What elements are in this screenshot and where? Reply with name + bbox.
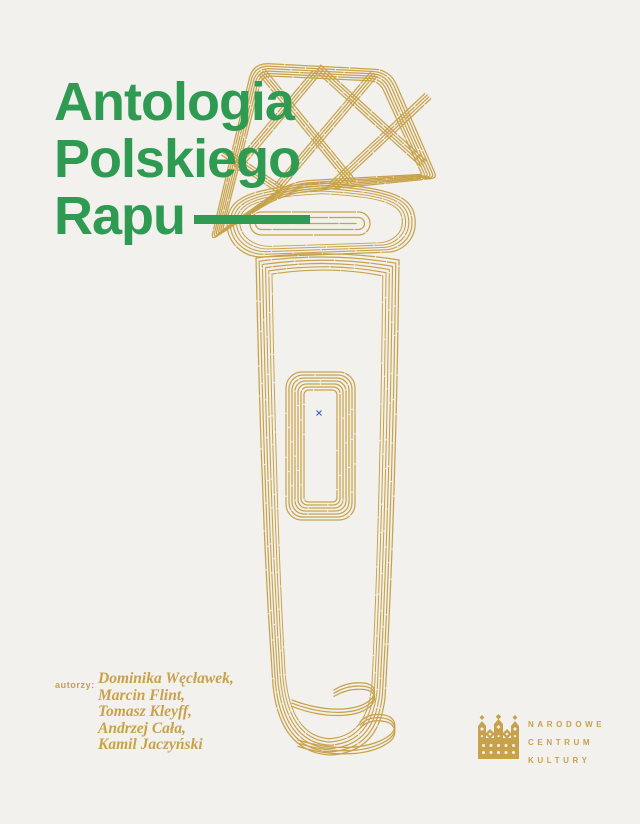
author-name: Dominika Węcławek, [98,670,234,687]
authors-label: autorzy: [55,680,95,690]
title-line-1: Antologia [54,72,294,132]
author-name: Kamil Jaczyński [98,736,203,754]
author-name: Marcin Flint, [98,686,185,704]
publisher-name-line: KULTURY [528,756,591,766]
publisher-name-line: NARODOWE [528,720,606,729]
publisher-name [528,716,605,771]
author-name: Tomasz Kleyff, [98,703,192,721]
authors-names [98,671,234,754]
title-line-2: Polskiego [54,129,301,189]
publisher-name-line: CENTRUM [528,738,594,748]
title-line-3: Rapu [54,186,185,246]
author-name: Andrzej Cała, [98,719,186,737]
crown-icon [477,714,520,760]
title-dash [194,215,310,224]
